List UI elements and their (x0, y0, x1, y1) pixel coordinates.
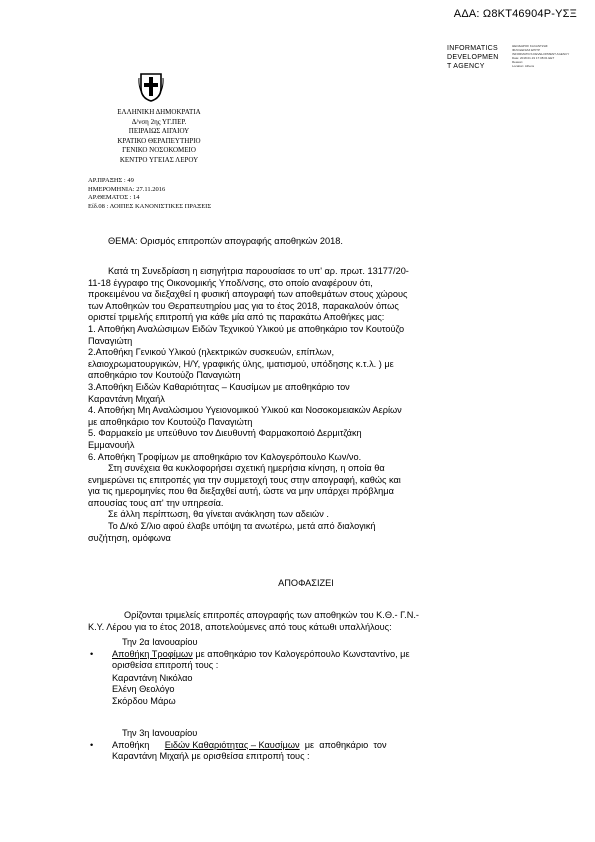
section-jan-2 (88, 637, 524, 708)
header-line: ΓΕΝΙΚΟ ΝΟΣΟΚΟΜΕΙΟ (122, 146, 196, 155)
section-jan-3 (88, 728, 524, 763)
decision-title: ΑΠΟΦΑΣΙΖΕΙ (278, 578, 334, 588)
notice-line: Στη συνέχεια θα κυκλοφορήσει σχετική ημερήσια κίνηση, η οποία θα (108, 463, 385, 473)
bullet-icon: • (90, 739, 94, 750)
section-date: Την 2α Ιανουαρίου (122, 637, 198, 647)
sig-detail: Location: Athens (512, 64, 535, 68)
list-line: αποθηκάριο τον Κουτούζο Παναγιώτη (88, 370, 241, 381)
issuer-header (84, 108, 234, 166)
bullet-icon: • (90, 648, 94, 659)
item-text-line2: Καραντάνη Μιχαήλ με ορισθείσα επιτροπή τους : (112, 751, 310, 762)
notice-line: συζήτηση, ομόφωνα (88, 532, 171, 543)
list-item (88, 649, 524, 672)
notice-line: για τις ημερομηνίες που θα διεξαχθεί αυτή, ώστε να μην υπάρχει πρόβλημα (88, 486, 394, 497)
list-line: 1. Αποθήκη Αναλώσιμων Ειδών Τεχνικού Υλικού με αποθηκάριο τον Κουτούζο (88, 324, 405, 334)
header-line: Δ/νση 2ης ΥΓ.ΠΕΡ. (131, 117, 187, 126)
intro-line: οριστεί τριμελής επιτροπή για κάθε μία από τις παρακάτω Αποθήκες μας: (88, 312, 385, 323)
intro-line: των Αποθηκών του Θεραπευτηρίου μας για το έτος 2018, παρακαλούν όπως (88, 300, 399, 311)
list-line: 4. Αποθήκη Μη Αναλώσιμου Υγειονομικού Υλικού και Νοσοκομειακών Αερίων (88, 405, 402, 416)
sig-detail: Reason: (512, 60, 524, 64)
header-line: ΚΡΑΤΙΚΟ ΘΕΡΑΠΕΥΤΗΡΙΟ (117, 136, 201, 145)
intro-line: Κατά τη Συνεδρίαση η εισηγήτρια παρουσίασε το υπ' αρ. πρωτ. 13177/20- (108, 266, 409, 276)
header-line: ΠΕΙΡΑΙΩΣ ΑΙΓΑΙΟΥ (128, 127, 190, 136)
list-line: Εμμανουήλ (88, 439, 135, 450)
item-text: με αποθηκάριο τον Καλογερόπουλο Κωνσταντίνο, με (192, 648, 410, 659)
list-line: 2.Αποθήκη Γενικού Υλικού (ηλεκτρικών συσκευών, επίπλων, (88, 347, 334, 358)
notice-paragraph (88, 463, 524, 544)
sig-detail: ΘΕΟΔΩΡΟΣ ΚΑΛΑΝΤΖΗΣ (512, 44, 548, 48)
notice-line: Το Δ/κό Σ/λιο αφού έλαβε υπόψη τα ανωτέρω, μετά από διαλογική (108, 520, 376, 531)
notice-line: Σε άλλη περίπτωση, θα γίνεται ανάκληση των αδειών . (108, 509, 329, 520)
list-line: Παναγιώτη (88, 335, 133, 346)
decision-line: Ορίζονται τριμελείς επιτροπές απογραφής των αποθηκών του Κ.Θ.- Γ.Ν.- (124, 610, 419, 620)
notice-line: ενημερώνει τις επιτροπές για την συμμετοχή τους στην απογραφή, καθώς και (88, 474, 401, 485)
ada-code: ΑΔΑ: Ω8ΚΤ46904Ρ-ΥΣΞ (453, 8, 577, 20)
sig-detail: Date: 2018.01.19 17:38:01 EET (512, 56, 555, 60)
list-line: 6. Αποθήκη Τροφίμων με αποθηκάριο τον Καλογερόπουλο Κων/νο. (88, 451, 362, 462)
notice-line: απουσίας τους απ' την υπηρεσία. (88, 497, 224, 508)
intro-paragraph (88, 266, 524, 324)
greek-emblem-icon (138, 72, 164, 102)
meta-line: Είδ.08 : ΛΟΙΠΕΣ ΚΑΝΟΝΙΣΤΙΚΕΣ ΠΡΑΞΕΙΣ (88, 202, 212, 210)
section-date: Την 3η Ιανουαρίου (122, 728, 198, 738)
meta-line: ΑΡ.ΘΕΜΑΤΟΣ : 14 (88, 194, 140, 201)
agency-line-2: DEVELOPMEN (447, 54, 499, 61)
list-line: 3.Αποθήκη Ειδών Καθαριότητας – Καυσίμων με αποθηκάριο τον (88, 381, 350, 392)
item-text-line2: ορισθείσα επιτροπή τους : (112, 660, 219, 671)
sig-detail: ΦΙΛΟΞΕΝΙΑΣ ΕΠΙΤΡ (512, 48, 540, 52)
warehouse-name: Ειδών Καθαριότητας – Καυσίμων (164, 739, 300, 750)
item-prefix: Αποθήκη (112, 739, 165, 750)
signature-agency (447, 44, 507, 71)
list-line: 5. Φαρμακείο με υπεύθυνο τον Διευθυντή Φαρμακοποιό Δερμιτζάκη (88, 428, 362, 439)
agency-line-1: INFORMATICS (447, 45, 499, 52)
act-metadata (88, 177, 211, 211)
list-line: Καραντάνη Μιχαήλ (88, 393, 165, 404)
intro-line: προκειμένου να διεξαχθεί η φυσική απογραφή των αποθεμάτων στους χώρους (88, 289, 408, 300)
sig-detail: INFORMATICS DEVELOPMENT AGENCY (512, 52, 570, 56)
decision-line: Κ.Υ. Λέρου για το έτος 2018, αποτελούμενες από τους κάτωθι υπαλλήλους: (88, 621, 392, 632)
committee-member: Ελένη Θεολόγο (112, 684, 175, 695)
warehouse-name: Αποθήκη Τροφίμων (112, 648, 193, 659)
warehouse-list (88, 324, 524, 463)
header-line: ΚΕΝΤΡΟ ΥΓΕΙΑΣ ΛΕΡΟΥ (119, 155, 199, 164)
decision-paragraph (88, 610, 524, 633)
meta-line: ΑΡ.ΠΡΑΞΗΣ : 49 (88, 177, 134, 184)
item-text: με αποθηκάριο τον (299, 739, 387, 750)
list-line: ελαιοχρωματουργικών, Η/Υ, γραφικής ύλης, ιματισμού, υπόδησης κ.τ.λ. ) με (88, 358, 394, 369)
meta-line: ΗΜΕΡΟΜΗΝΙΑ: 27.11.2016 (88, 185, 166, 193)
committee-member: Καραντάνη Νικόλαο (112, 672, 193, 683)
list-line: με αποθηκάριο τον Κουτούζο Παναγιώτη (88, 416, 253, 427)
subject-line: ΘΕΜΑ: Ορισμός επιτροπών απογραφής αποθηκών 2018. (108, 236, 343, 246)
list-item (88, 740, 524, 763)
signature-details (512, 44, 572, 68)
intro-line: 11-18 έγγραφο της Οικονομικής Υποδ/νσης, στο οποίο αναφέρουν ότι, (88, 277, 373, 288)
agency-line-3: T AGENCY (447, 63, 485, 70)
committee-members (88, 673, 524, 708)
header-line: ΕΛΛΗΝΙΚΗ ΔΗΜΟΚΡΑΤΙΑ (117, 108, 201, 116)
committee-member: Σκόρδου Μάρω (112, 695, 176, 706)
